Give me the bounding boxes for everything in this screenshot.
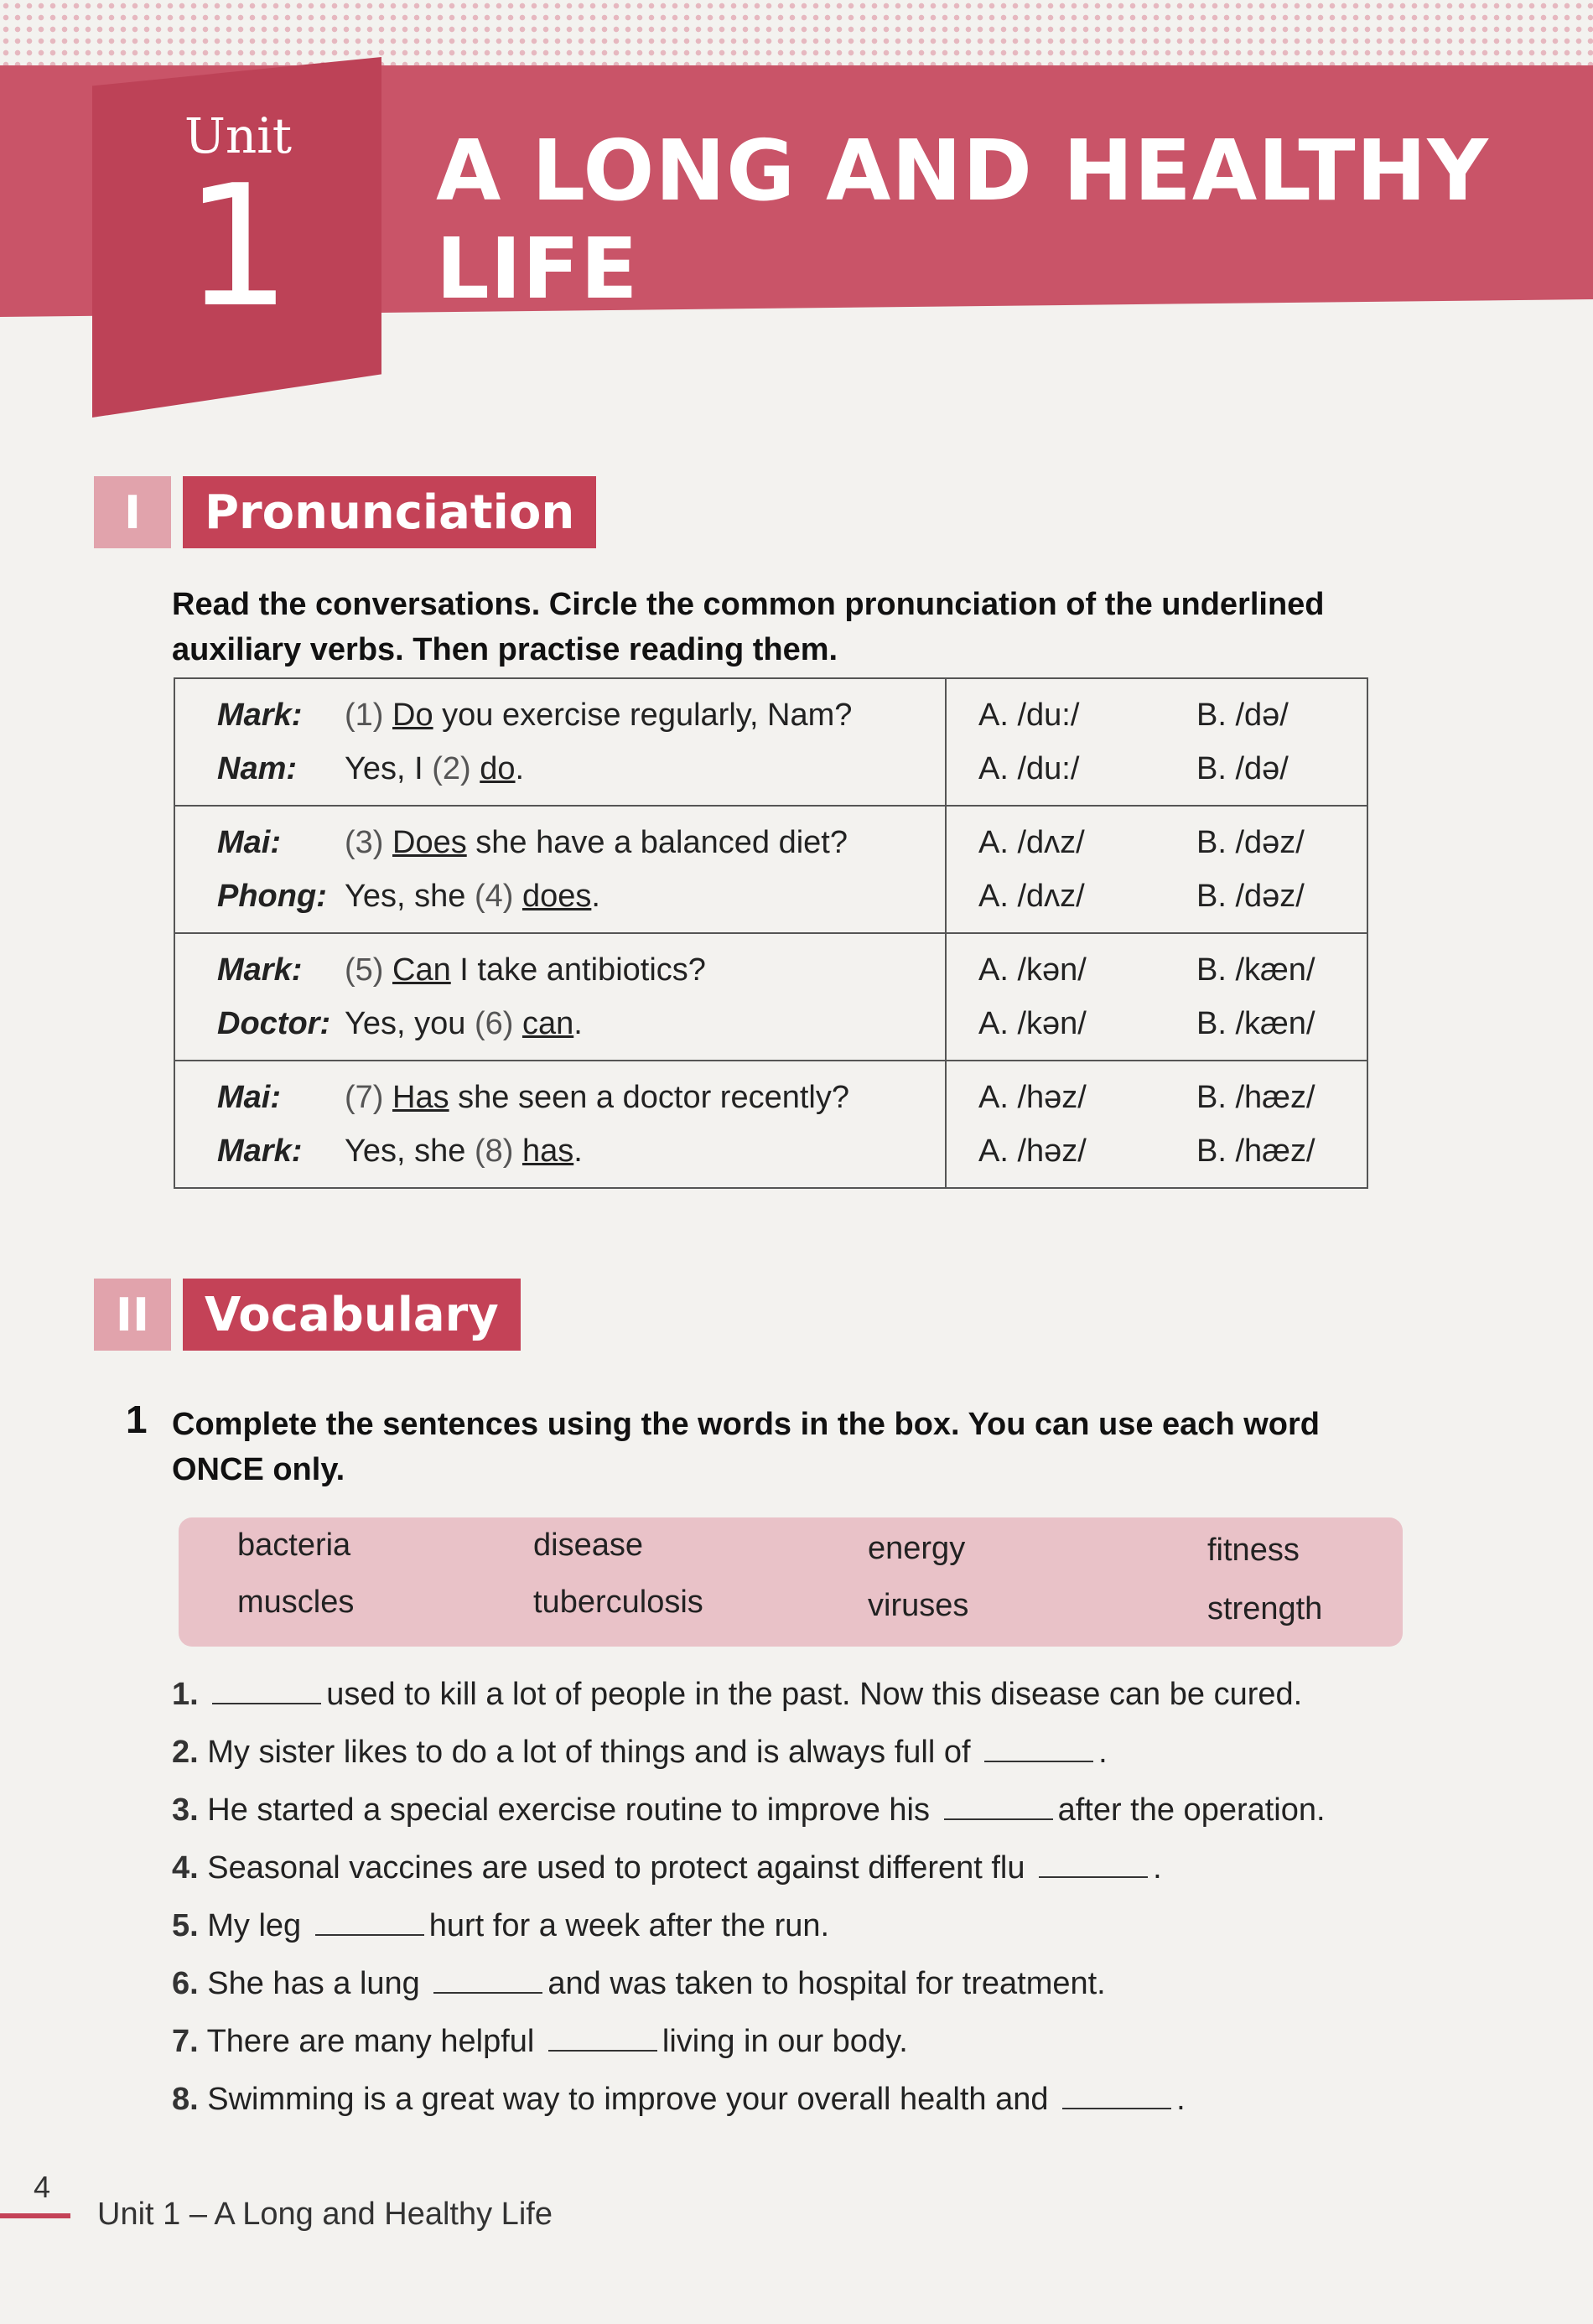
- word-item: bacteria: [237, 1528, 351, 1563]
- dialogue-line: Mark: (5) Can I take antibiotics?: [175, 943, 945, 997]
- dialogue-line: Doctor: Yes, you (6) can.: [175, 997, 945, 1050]
- sentence-number: 3.: [172, 1792, 199, 1828]
- underlined-verb: does: [521, 878, 592, 914]
- speaker: Mark:: [217, 697, 303, 733]
- option-b[interactable]: B. /də/: [1196, 750, 1289, 786]
- option-a[interactable]: A. /dʌz/: [978, 878, 1085, 914]
- options-cell: [946, 1061, 1367, 1188]
- option-a[interactable]: A. /həz/: [978, 1133, 1087, 1169]
- underlined-verb: do: [480, 750, 516, 786]
- sentence-item: 7. There are many helpful living in our body.: [172, 2024, 908, 2059]
- answer-blank[interactable]: [1062, 2083, 1171, 2109]
- dialogue-line: Mai: (7) Has she seen a doctor recently?: [175, 1071, 945, 1124]
- conversation-row: [174, 1061, 1367, 1188]
- underlined-verb: can: [521, 1005, 574, 1041]
- dialogue-line: Phong: Yes, she (4) does.: [175, 869, 945, 923]
- option-a[interactable]: A. /kən/: [978, 1005, 1087, 1041]
- underlined-verb: has: [521, 1133, 574, 1169]
- speaker: Mai:: [217, 1079, 281, 1115]
- unit-number: 1: [184, 149, 292, 345]
- exercise-number: 1: [126, 1398, 148, 1441]
- word-item: energy: [868, 1531, 966, 1566]
- word-item: muscles: [237, 1585, 355, 1620]
- speaker: Mark:: [217, 952, 303, 988]
- dialogue-line: Mark: (1) Do you exercise regularly, Nam?: [175, 688, 945, 742]
- speaker: Mark:: [217, 1133, 303, 1169]
- option-b[interactable]: B. /də/: [1196, 697, 1289, 733]
- unit-title: A LONG AND HEALTHY LIFE: [436, 122, 1489, 318]
- underlined-verb: Does: [392, 824, 467, 860]
- pronunciation-instruction: Read the conversations. Circle the common pronunciation of the underlined auxiliary verbs. Then practise reading them.: [172, 587, 1325, 667]
- dialogue-cell: [174, 806, 946, 933]
- sentence-item: 4. Seasonal vaccines are used to protect against different flu .: [172, 1850, 1162, 1886]
- sentence-number: 1.: [172, 1677, 199, 1712]
- option-b[interactable]: B. /hæz/: [1196, 1133, 1315, 1169]
- item-number: (5): [345, 952, 384, 988]
- answer-blank[interactable]: [212, 1678, 321, 1704]
- sentence-item: 6. She has a lung and was taken to hospital for treatment.: [172, 1966, 1106, 2001]
- underlined-verb: Has: [392, 1079, 449, 1115]
- sentence-item: 3. He started a special exercise routine to improve his after the operation.: [172, 1792, 1326, 1828]
- item-number: (6): [474, 1005, 514, 1041]
- pronunciation-table: [174, 677, 1368, 1189]
- option-a[interactable]: A. /kən/: [978, 952, 1087, 988]
- section-heading-pronunciation: [94, 476, 596, 548]
- word-item: viruses: [868, 1588, 969, 1623]
- options-cell: [946, 678, 1367, 806]
- sentence-item: 2. My sister likes to do a lot of things and is always full of .: [172, 1735, 1108, 1770]
- conversation-row: [174, 933, 1367, 1061]
- sentence-item: 8. Swimming is a great way to improve your overall health and .: [172, 2082, 1186, 2117]
- sentence-number: 6.: [172, 1966, 199, 2001]
- dialogue-line: Nam: Yes, I (2) do.: [175, 742, 945, 796]
- option-b[interactable]: B. /dəz/: [1196, 878, 1305, 914]
- section-title: Pronunciation: [183, 476, 596, 548]
- dialogue-cell: [174, 678, 946, 806]
- speaker: Phong:: [217, 878, 327, 914]
- word-item: strength: [1207, 1591, 1323, 1626]
- dialogue-cell: [174, 933, 946, 1061]
- answer-blank[interactable]: [548, 2025, 657, 2052]
- speaker: Mai:: [217, 824, 281, 860]
- dialogue-cell: [174, 1061, 946, 1188]
- section-number: II: [94, 1279, 171, 1351]
- option-a[interactable]: A. /du:/: [978, 750, 1080, 786]
- section-number: I: [94, 476, 171, 548]
- sentence-number: 8.: [172, 2082, 199, 2117]
- conversation-row: [174, 806, 1367, 933]
- unit-label: Unit: [184, 107, 293, 164]
- item-number: (2): [432, 750, 471, 786]
- answer-blank[interactable]: [433, 1967, 542, 1994]
- item-number: (8): [474, 1133, 514, 1169]
- item-number: (1): [345, 697, 384, 733]
- section-title: Vocabulary: [183, 1279, 521, 1351]
- sentence-number: 5.: [172, 1908, 199, 1943]
- footer-text: Unit 1 – A Long and Healthy Life: [97, 2197, 553, 2232]
- dialogue-line: Mark: Yes, she (8) has.: [175, 1124, 945, 1178]
- word-item: disease: [533, 1528, 643, 1563]
- answer-blank[interactable]: [1039, 1851, 1148, 1878]
- sentence-number: 2.: [172, 1735, 199, 1770]
- section-heading-vocabulary: [94, 1279, 521, 1351]
- footer-rule: [0, 2213, 70, 2218]
- page-number: 4: [34, 2170, 51, 2204]
- dialogue-line: Mai: (3) Does she have a balanced diet?: [175, 816, 945, 869]
- underlined-verb: Can: [392, 952, 451, 988]
- option-b[interactable]: B. /kæn/: [1196, 1005, 1315, 1041]
- vocabulary-instruction: Complete the sentences using the words in the box. You can use each word ONCE only.: [172, 1407, 1320, 1487]
- sentence-number: 4.: [172, 1850, 199, 1886]
- option-a[interactable]: A. /dʌz/: [978, 824, 1085, 860]
- option-a[interactable]: A. /du:/: [978, 697, 1080, 733]
- option-b[interactable]: B. /hæz/: [1196, 1079, 1315, 1115]
- word-item: fitness: [1207, 1533, 1300, 1568]
- word-item: tuberculosis: [533, 1585, 703, 1620]
- item-number: (7): [345, 1079, 384, 1115]
- options-cell: [946, 933, 1367, 1061]
- option-b[interactable]: B. /dəz/: [1196, 824, 1305, 860]
- sentence-item: 1. used to kill a lot of people in the past. Now this disease can be cured.: [172, 1677, 1303, 1712]
- answer-blank[interactable]: [984, 1735, 1093, 1762]
- item-number: (3): [345, 824, 384, 860]
- option-b[interactable]: B. /kæn/: [1196, 952, 1315, 988]
- option-a[interactable]: A. /həz/: [978, 1079, 1087, 1115]
- sentence-item: 5. My leg hurt for a week after the run.: [172, 1908, 830, 1943]
- conversation-row: [174, 678, 1367, 806]
- speaker: Doctor:: [217, 1005, 331, 1041]
- options-cell: [946, 806, 1367, 933]
- sentence-number: 7.: [172, 2024, 199, 2059]
- speaker: Nam:: [217, 750, 298, 786]
- answer-blank[interactable]: [315, 1909, 424, 1936]
- answer-blank[interactable]: [944, 1793, 1053, 1820]
- underlined-verb: Do: [392, 697, 433, 733]
- item-number: (4): [474, 878, 514, 914]
